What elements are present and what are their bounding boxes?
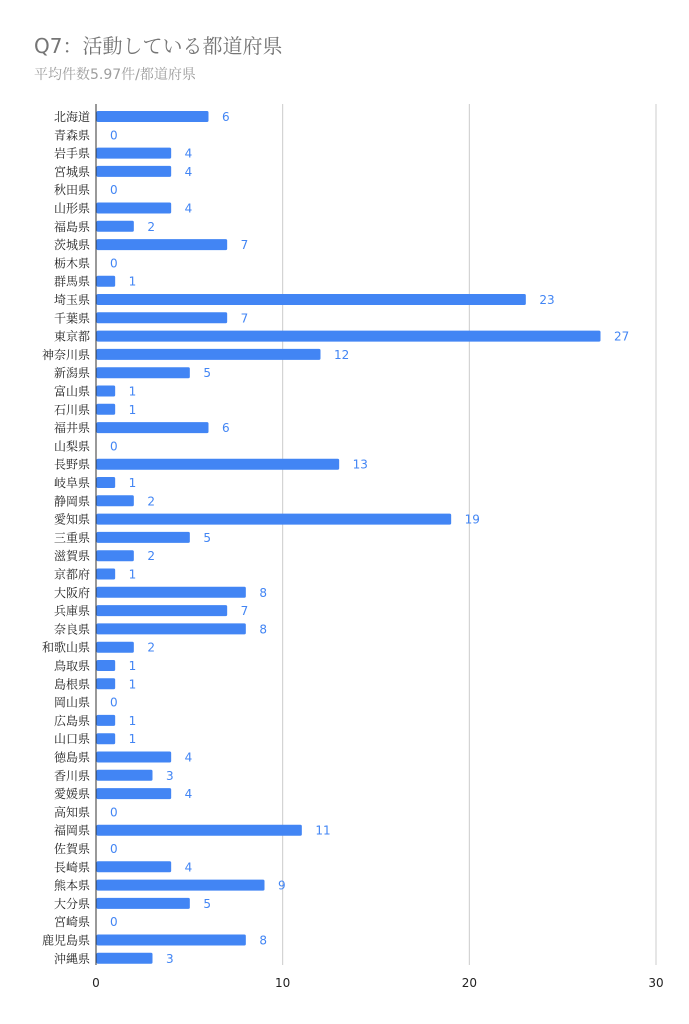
bar (97, 349, 321, 360)
category-label: 大分県 (53, 896, 90, 911)
category-label: 栃木県 (53, 256, 90, 271)
category-label: 福岡県 (53, 823, 90, 838)
bar (97, 459, 340, 470)
data-label: 13 (352, 457, 368, 472)
data-label: 4 (184, 787, 193, 802)
category-label: 福井県 (53, 421, 90, 436)
bar (97, 935, 246, 946)
bar (97, 623, 246, 634)
bar (97, 770, 153, 781)
data-label: 9 (278, 878, 286, 893)
data-label: 11 (315, 823, 331, 838)
category-label: 埼玉県 (53, 293, 90, 307)
category-label: 高知県 (53, 805, 90, 820)
category-label: 岩手県 (53, 146, 90, 161)
category-label: 愛媛県 (53, 787, 90, 802)
category-label: 香川県 (53, 768, 90, 783)
data-label: 2 (147, 219, 155, 234)
category-label: 奈良県 (53, 622, 90, 637)
category-label: 鳥取県 (53, 659, 90, 673)
bar (97, 678, 116, 689)
data-label: 1 (128, 274, 137, 289)
bar (97, 148, 172, 159)
data-label: 1 (128, 677, 137, 692)
data-label: 1 (128, 384, 137, 399)
data-label: 12 (334, 347, 350, 362)
category-label: 広島県 (53, 713, 90, 728)
category-label: 京都府 (53, 567, 90, 582)
data-label: 7 (240, 238, 249, 253)
data-label: 2 (147, 494, 155, 509)
data-label: 4 (184, 860, 193, 875)
bar (97, 880, 265, 891)
data-label: 3 (166, 768, 174, 783)
data-label: 7 (240, 604, 249, 619)
bar (97, 386, 116, 397)
data-label: 0 (110, 439, 118, 454)
x-tick-label: 20 (461, 976, 477, 990)
x-tick-label: 30 (648, 976, 664, 990)
bar (97, 239, 228, 250)
chart-subtitle: 平均件数5.97件/都道府県 (34, 67, 196, 83)
data-label: 6 (222, 421, 230, 436)
data-label: 23 (539, 293, 555, 307)
data-label: 4 (184, 146, 193, 161)
bar (97, 422, 209, 433)
data-label: 1 (128, 476, 137, 490)
category-label: 秋田県 (53, 183, 90, 198)
data-label: 4 (184, 201, 193, 216)
data-label: 1 (128, 402, 137, 417)
category-label: 長野県 (53, 457, 90, 472)
data-label: 19 (464, 512, 480, 527)
category-label: 徳島県 (53, 750, 90, 765)
category-label: 山口県 (53, 732, 90, 747)
data-label: 8 (259, 585, 267, 600)
x-tick-label: 0 (92, 976, 100, 990)
chart-title: Q7：活動している都道府県 (34, 34, 283, 58)
category-label: 静岡県 (53, 494, 90, 509)
data-label: 0 (110, 128, 118, 143)
data-label: 1 (128, 713, 137, 728)
data-label: 3 (166, 951, 174, 966)
category-label: 富山県 (53, 384, 90, 399)
data-label: 27 (614, 329, 630, 344)
category-label: 北海道 (53, 110, 90, 124)
data-label: 5 (203, 896, 211, 911)
bar (97, 898, 190, 909)
bar (97, 294, 526, 305)
category-label: 鹿児島県 (41, 933, 90, 948)
category-label: 三重県 (53, 530, 90, 545)
category-label: 青森県 (53, 128, 90, 143)
bar (97, 660, 116, 671)
bar (97, 825, 302, 836)
data-label: 6 (222, 110, 230, 124)
data-label: 5 (203, 366, 211, 381)
bar (97, 733, 116, 744)
category-label: 宮城県 (53, 164, 90, 179)
bar (97, 111, 209, 122)
data-label: 8 (259, 933, 267, 948)
category-label: 茨城県 (53, 238, 90, 253)
category-label: 東京都 (53, 329, 90, 344)
bar (97, 642, 134, 653)
category-label: 宮崎県 (53, 915, 90, 930)
category-label: 兵庫県 (53, 604, 90, 619)
category-label: 群馬県 (53, 274, 90, 289)
category-label: 岡山県 (53, 695, 90, 710)
bar (97, 312, 228, 323)
data-label: 0 (110, 256, 118, 271)
bar (97, 715, 116, 726)
data-label: 1 (128, 732, 137, 747)
bar (97, 532, 190, 543)
data-label: 4 (184, 164, 193, 179)
category-label: 滋賀県 (53, 549, 90, 564)
bar (97, 587, 246, 598)
category-label: 岐阜県 (53, 476, 90, 490)
category-label: 千葉県 (53, 311, 90, 326)
data-label: 1 (128, 567, 137, 582)
data-label: 0 (110, 915, 118, 930)
data-label: 0 (110, 805, 118, 820)
bar (97, 203, 172, 214)
category-label: 石川県 (53, 402, 90, 417)
bar (97, 276, 116, 287)
data-label: 5 (203, 530, 211, 545)
category-label: 長崎県 (53, 860, 90, 875)
data-label: 4 (184, 750, 193, 765)
category-label: 和歌山県 (41, 640, 90, 655)
bar (97, 752, 172, 763)
data-label: 0 (110, 695, 118, 710)
x-tick-label: 10 (275, 976, 291, 990)
bar (97, 495, 134, 506)
data-label: 2 (147, 549, 155, 564)
data-label: 7 (240, 311, 249, 326)
data-label: 2 (147, 640, 155, 655)
bar (97, 605, 228, 616)
category-label: 福島県 (53, 219, 90, 234)
category-label: 島根県 (53, 677, 90, 692)
bar (97, 514, 452, 525)
bar (97, 221, 134, 232)
bar (97, 861, 172, 872)
category-label: 新潟県 (53, 366, 90, 381)
bar (97, 331, 601, 342)
category-label: 沖縄県 (53, 951, 90, 966)
bar (97, 788, 172, 799)
category-label: 山形県 (53, 201, 90, 216)
category-label: 大阪府 (53, 585, 90, 600)
category-label: 愛知県 (53, 512, 90, 527)
data-label: 8 (259, 622, 267, 637)
bar (97, 569, 116, 580)
bar (97, 953, 153, 964)
data-label: 0 (110, 183, 118, 198)
data-label: 1 (128, 659, 137, 673)
category-label: 熊本県 (53, 878, 90, 893)
bar (97, 367, 190, 378)
bar (97, 166, 172, 177)
bar (97, 404, 116, 415)
bar (97, 550, 134, 561)
category-label: 神奈川県 (41, 347, 90, 362)
category-label: 山梨県 (53, 439, 90, 454)
data-label: 0 (110, 842, 118, 856)
category-label: 佐賀県 (53, 842, 90, 856)
bar (97, 477, 116, 488)
